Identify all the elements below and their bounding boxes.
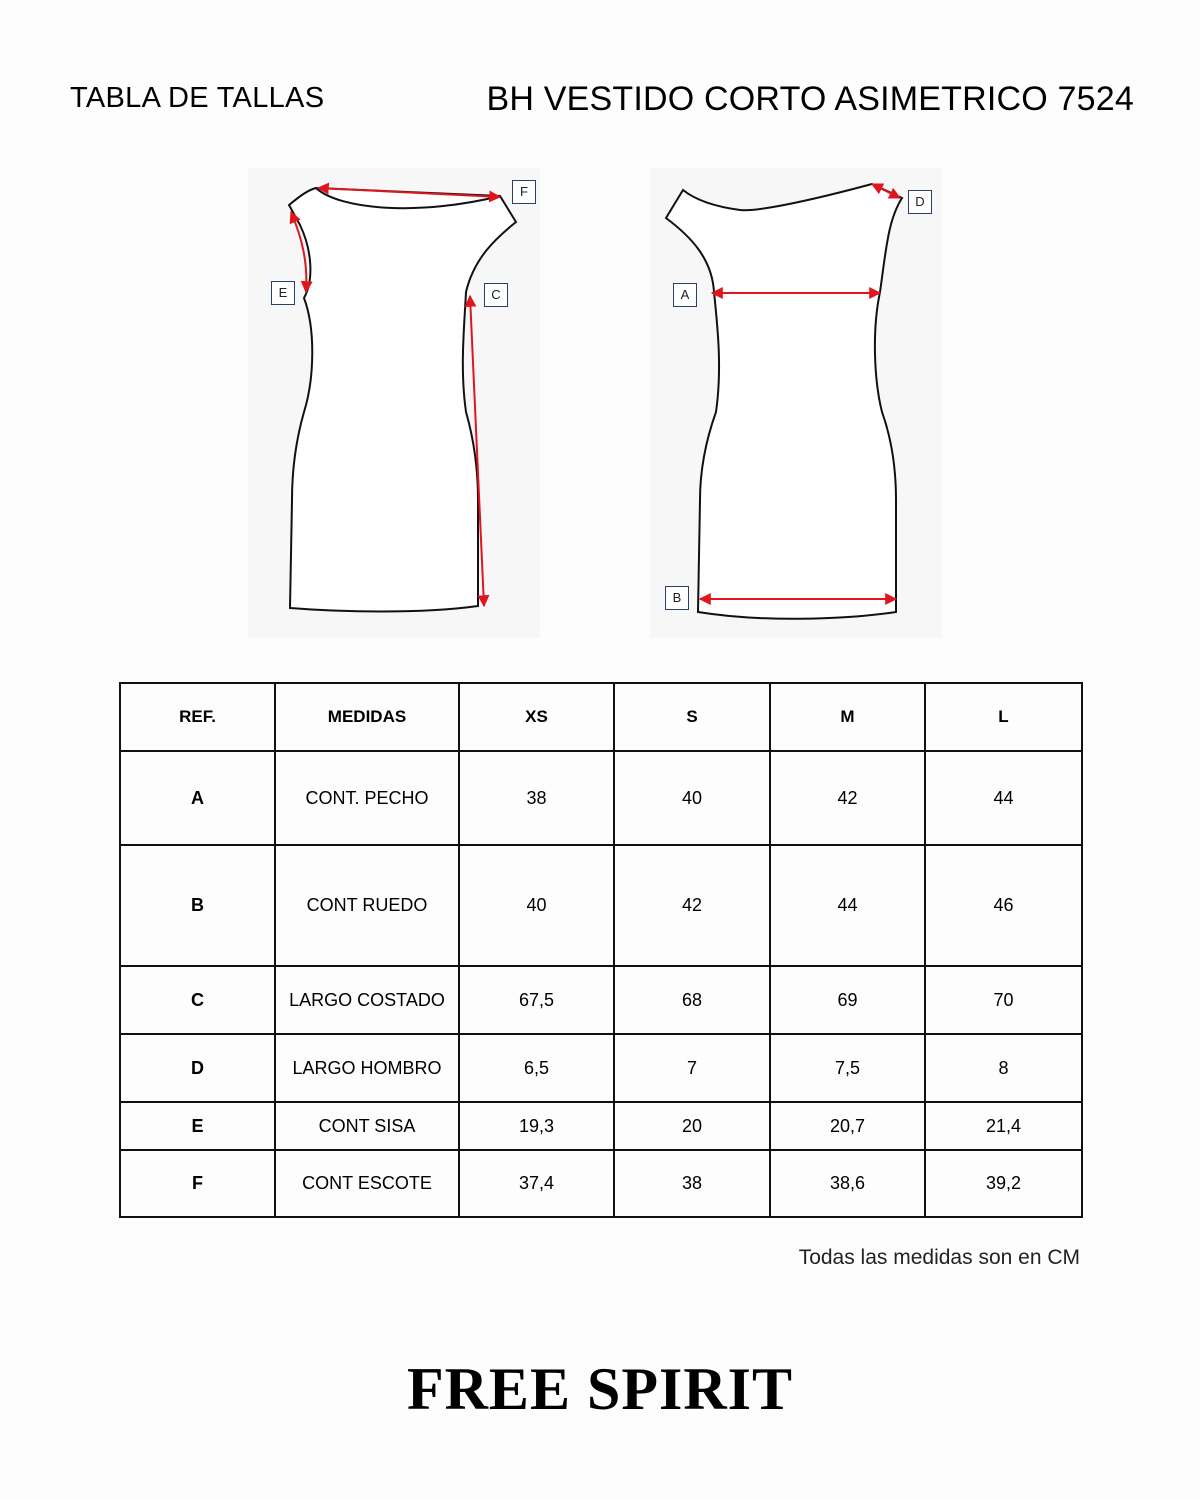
table-row <box>120 1034 1082 1102</box>
cell-xs: 19,3 <box>459 1102 614 1150</box>
cell-s: 42 <box>614 845 770 966</box>
cell-xs: 40 <box>459 845 614 966</box>
table-header-row <box>120 683 1082 751</box>
cell-s: 20 <box>614 1102 770 1150</box>
cell-m: 38,6 <box>770 1150 925 1217</box>
units-footnote: Todas las medidas son en CM <box>798 1246 1080 1269</box>
cell-ref: D <box>120 1034 275 1102</box>
cell-s: 40 <box>614 751 770 845</box>
table-row <box>120 1102 1082 1150</box>
table-row <box>120 751 1082 845</box>
cell-ref: E <box>120 1102 275 1150</box>
cell-l: 44 <box>925 751 1082 845</box>
brand-logo: FREE SPIRIT <box>406 1356 794 1422</box>
cell-s: 38 <box>614 1150 770 1217</box>
dress-sketch <box>0 0 1200 660</box>
cell-l: 46 <box>925 845 1082 966</box>
cell-medida: CONT SISA <box>275 1102 459 1150</box>
cell-medida: CONT ESCOTE <box>275 1150 459 1217</box>
cell-m: 42 <box>770 751 925 845</box>
header-s: S <box>614 683 770 751</box>
cell-medida: CONT. PECHO <box>275 751 459 845</box>
product-title: BH VESTIDO CORTO ASIMETRICO 7524 <box>486 80 1134 118</box>
label-A: A <box>673 283 697 307</box>
page-title-left: TABLA DE TALLAS <box>70 82 325 114</box>
cell-l: 70 <box>925 966 1082 1034</box>
table-row <box>120 1150 1082 1217</box>
table-row <box>120 966 1082 1034</box>
cell-ref: C <box>120 966 275 1034</box>
header-medidas: MEDIDAS <box>275 683 459 751</box>
cell-medida: LARGO COSTADO <box>275 966 459 1034</box>
cell-xs: 67,5 <box>459 966 614 1034</box>
cell-l: 8 <box>925 1034 1082 1102</box>
cell-medida: LARGO HOMBRO <box>275 1034 459 1102</box>
cell-s: 7 <box>614 1034 770 1102</box>
label-F: F <box>512 180 536 204</box>
header-m: M <box>770 683 925 751</box>
table-row <box>120 845 1082 966</box>
header-xs: XS <box>459 683 614 751</box>
size-table <box>119 682 1083 1218</box>
cell-ref: F <box>120 1150 275 1217</box>
label-D: D <box>908 190 932 214</box>
garment-diagram <box>0 0 1200 660</box>
cell-m: 20,7 <box>770 1102 925 1150</box>
label-B: B <box>665 586 689 610</box>
header-ref: REF. <box>120 683 275 751</box>
header-l: L <box>925 683 1082 751</box>
cell-xs: 37,4 <box>459 1150 614 1217</box>
cell-xs: 38 <box>459 751 614 845</box>
cell-ref: A <box>120 751 275 845</box>
label-C: C <box>484 283 508 307</box>
cell-s: 68 <box>614 966 770 1034</box>
cell-xs: 6,5 <box>459 1034 614 1102</box>
cell-m: 7,5 <box>770 1034 925 1102</box>
label-E: E <box>271 281 295 305</box>
cell-ref: B <box>120 845 275 966</box>
cell-m: 69 <box>770 966 925 1034</box>
cell-medida: CONT RUEDO <box>275 845 459 966</box>
cell-m: 44 <box>770 845 925 966</box>
cell-l: 39,2 <box>925 1150 1082 1217</box>
cell-l: 21,4 <box>925 1102 1082 1150</box>
